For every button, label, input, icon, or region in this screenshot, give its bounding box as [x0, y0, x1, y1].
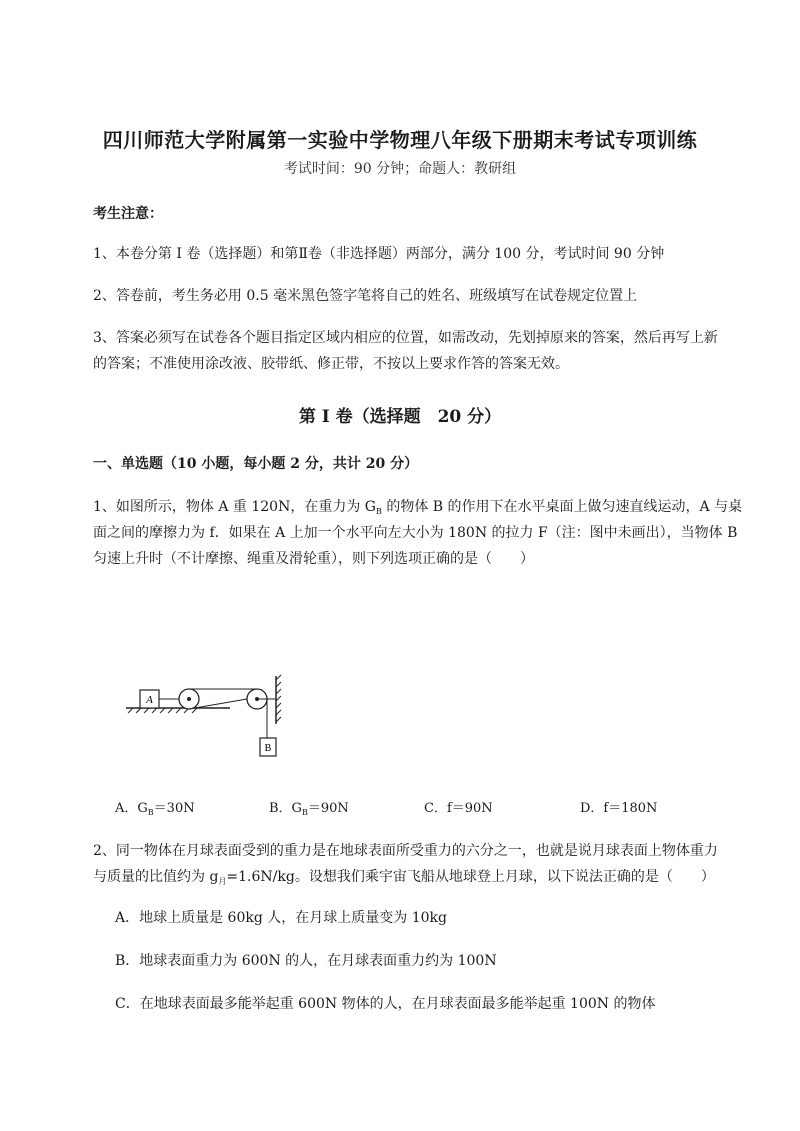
q1-line-2: 面之间的摩擦力为 f．如果在 A 上加一个水平向左大小为 180N 的拉力 F（注：图中未画出），当物体 B [93, 525, 738, 541]
notice-item-2: 2、答卷前，考生务必用 0.5 毫米黑色签字笔将自己的姓名、班级填写在试卷规定位置上 [93, 288, 638, 304]
notice-item-1: 1、本卷分第 I 卷（选择题）和第Ⅱ卷（非选择题）两部分，满分 100 分，考试时间 90 分钟 [93, 246, 665, 262]
q2-option-c: C．在地球表面最多能举起重 600N 物体的人，在月球表面最多能举起重 100N 的物体 [115, 996, 656, 1012]
q1-option-d: D．f＝180N [580, 801, 658, 816]
q2-option-a: A．地球上质量是 60kg 人，在月球上质量变为 10kg [115, 910, 447, 926]
exam-title: 四川师范大学附属第一实验中学物理八年级下册期末考试专项训练 [102, 128, 698, 152]
notice-item-3-cont: 的答案；不准使用涂改液、胶带纸、修正带，不按以上要求作答的答案无效。 [93, 356, 569, 372]
q1-option-c: C．f＝90N [424, 801, 493, 816]
notice-heading: 考生注意： [93, 206, 163, 222]
block-b-label: B [264, 743, 272, 754]
q2-option-b: B．地球表面重力为 600N 的人，在月球表面重力约为 100N [115, 953, 497, 969]
exam-subtitle: 考试时间：90 分钟；命题人：教研组 [283, 161, 517, 177]
block-a-label: A [146, 694, 153, 706]
q1-option-b: B．$G_B=90N$ [269, 801, 349, 817]
q1-line-3: 匀速上升时（不计摩擦、绳重及滑轮重），则下列选项正确的是（ ） [93, 551, 534, 567]
movable-pulley-axle [187, 697, 191, 701]
notice-item-3: 3、答案必须写在试卷各个题目指定区域内相应的位置，如需改动，先划掉原来的答案，然后再写上新 [93, 330, 718, 346]
q2-line-2: 与质量的比值约为 $g_月=1.6N/kg$。设想我们乘宇宙飞船从地球登上月球，以下说法正确的是（ ） [93, 869, 715, 886]
q1-option-a: A．$G_B=30N$ [115, 801, 195, 817]
section-title: 第 I 卷（选择题 20 分） [298, 407, 502, 427]
q2-line-1: 2、同一物体在月球表面受到的重力是在地球表面所受重力的六分之一，也就是说月球表面上物体重力 [93, 843, 718, 859]
part-title: 一、单选题（10 小题，每小题 2 分，共计 20 分） [93, 456, 419, 472]
q1-line-1: 1、如图所示，物体 A 重 120N，在重力为 $G_B$ 的物体 B 的作用下在水平桌面上做匀速直线运动，A 与桌 [93, 499, 743, 516]
pulley-diagram [122, 672, 292, 764]
